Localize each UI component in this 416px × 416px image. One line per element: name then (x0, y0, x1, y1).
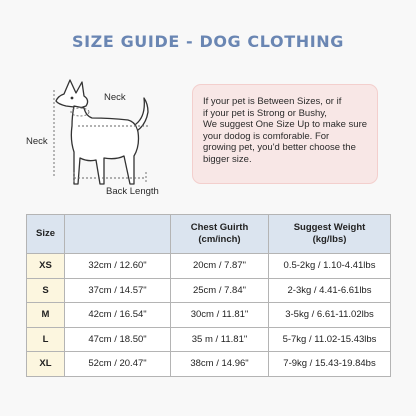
cell-chest: 35 m / 11.81" (171, 327, 269, 352)
cell-back: 47cm / 18.50" (65, 327, 171, 352)
note-line: bigger size. (203, 153, 252, 165)
note-line: your dodog is comforable. For (203, 130, 330, 142)
header-chest-line1: Chest Guirth (190, 222, 249, 233)
cell-weight: 2-3kg / 4.41-6.61lbs (269, 278, 391, 303)
note-line: We suggest One Size Up to make sure (203, 119, 368, 131)
cell-back: 37cm / 14.57" (65, 278, 171, 303)
cell-weight: 7-9kg / 15.43-19.84bs (269, 352, 391, 377)
header-weight-line2: (kg/lbs) (312, 234, 347, 245)
cell-weight: 3-5kg / 6.61-11.02lbs (269, 303, 391, 328)
cell-size: L (27, 327, 65, 352)
table-row (27, 278, 391, 303)
cell-weight: 0.5-2kg / 1.10-4.41lbs (269, 254, 391, 279)
header-chest (171, 215, 269, 254)
table-row (27, 254, 391, 279)
cell-weight: 5-7kg / 11.02-15.43lbs (269, 327, 391, 352)
note-line: if your pet is Strong or Bushy, (203, 107, 327, 119)
neck-side-label: Neck (26, 136, 48, 147)
neck-top-label: Neck (104, 92, 126, 103)
table-row (27, 327, 391, 352)
cell-back: 42cm / 16.54" (65, 303, 171, 328)
header-weight (269, 215, 391, 254)
dog-silhouette-icon (0, 60, 200, 210)
table-row (27, 303, 391, 328)
cell-size: XS (27, 254, 65, 279)
cell-size: M (27, 303, 65, 328)
cell-back: 32cm / 12.60" (65, 254, 171, 279)
cell-chest: 38cm / 14.96" (171, 352, 269, 377)
back-length-label: Back Length (106, 186, 159, 197)
header-back (65, 215, 171, 254)
cell-back: 52cm / 20.47" (65, 352, 171, 377)
note-line: If your pet is Between Sizes, or if (203, 96, 342, 107)
table-header-row (27, 215, 391, 254)
sizing-advice-note (192, 84, 378, 184)
cell-chest: 25cm / 7.84" (171, 278, 269, 303)
header-weight-line1: Suggest Weight (293, 222, 366, 233)
table-row (27, 352, 391, 377)
header-chest-line2: (cm/inch) (198, 234, 241, 245)
cell-chest: 30cm / 11.81" (171, 303, 269, 328)
header-size: Size (27, 215, 65, 254)
dog-diagram (0, 60, 200, 210)
note-line: growing pet, you'd better choose the (203, 142, 356, 154)
cell-size: XL (27, 352, 65, 377)
cell-size: S (27, 278, 65, 303)
size-table (26, 214, 391, 377)
page-title: SIZE GUIDE - DOG CLOTHING (72, 32, 344, 51)
cell-chest: 20cm / 7.87" (171, 254, 269, 279)
